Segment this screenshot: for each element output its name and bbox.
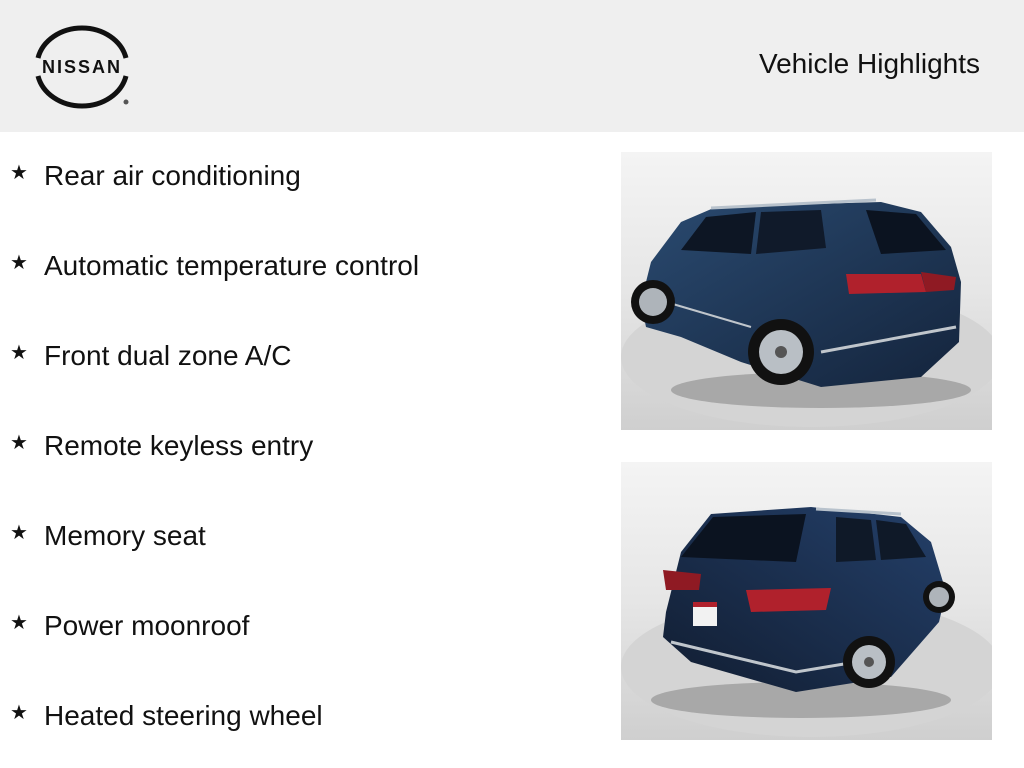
star-icon: ★ [10,251,28,274]
list-item [10,426,313,466]
list-item [10,156,301,196]
feature-label: Rear air conditioning [44,160,301,191]
list-item [10,516,206,556]
star-icon: ★ [10,341,28,364]
feature-label: Heated steering wheel [44,700,323,731]
star-icon: ★ [10,431,28,454]
feature-label: Front dual zone A/C [44,340,292,371]
header-bar [0,0,1024,132]
star-icon: ★ [10,521,28,544]
page-title: Vehicle Highlights [758,48,980,79]
feature-label: Remote keyless entry [44,430,314,461]
vehicle-photo-rear-right [621,462,992,740]
star-icon: ★ [10,161,28,184]
star-icon: ★ [10,611,28,634]
nissan-logo [28,20,138,112]
feature-label: Memory seat [44,520,206,551]
feature-label: Power moonroof [44,610,250,641]
logo-wordmark: NISSAN [41,57,123,77]
list-item [10,606,249,646]
list-item [10,696,323,736]
star-icon: ★ [10,701,28,724]
feature-label: Automatic temperature control [44,250,420,281]
list-item [10,246,419,286]
vehicle-photo-rear-left [621,152,992,430]
list-item [10,336,291,376]
